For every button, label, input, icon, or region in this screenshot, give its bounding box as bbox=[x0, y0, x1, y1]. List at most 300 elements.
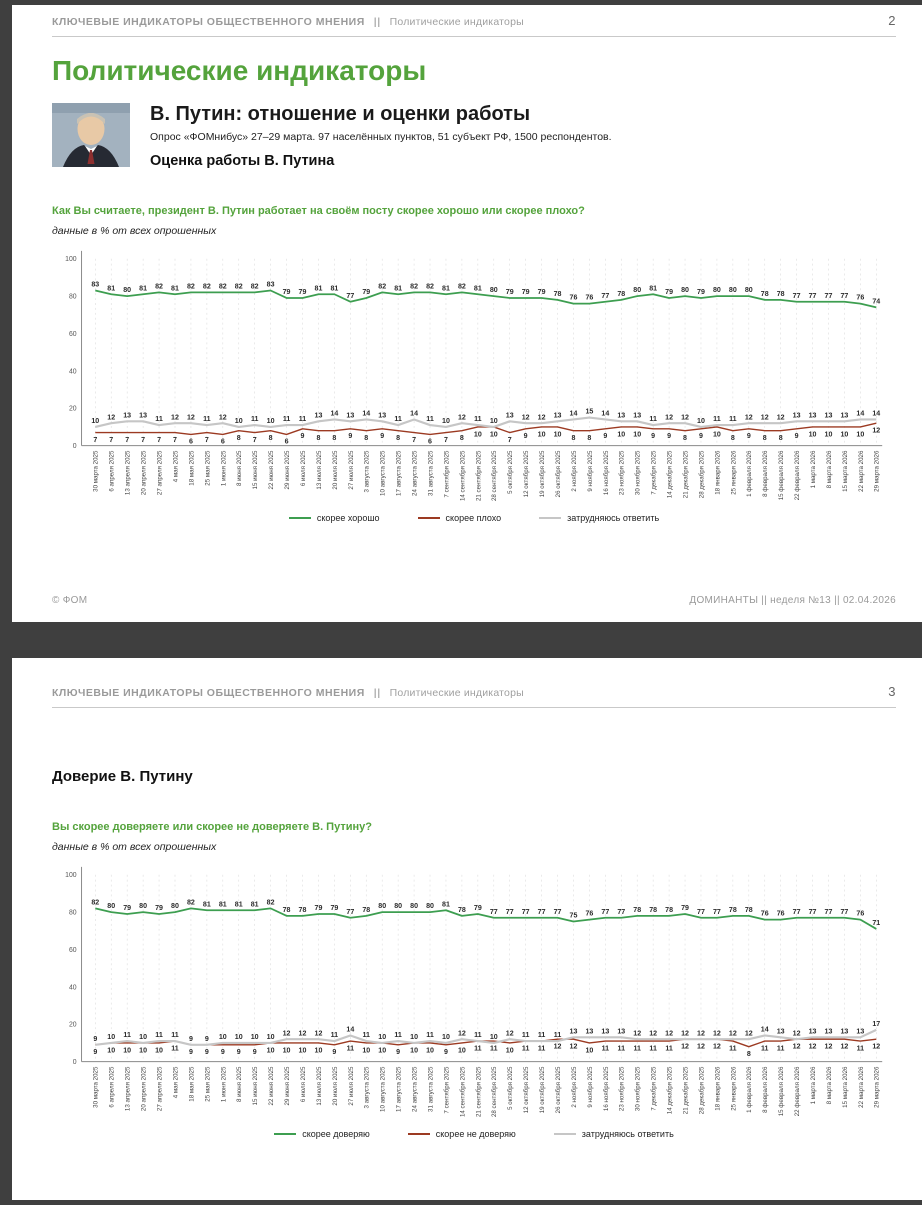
report-page-2 bbox=[12, 5, 922, 622]
svg-text:13: 13 bbox=[808, 1027, 817, 1036]
svg-text:8: 8 bbox=[268, 434, 273, 443]
svg-text:81: 81 bbox=[394, 284, 403, 293]
svg-text:77: 77 bbox=[697, 907, 705, 916]
svg-text:79: 79 bbox=[330, 904, 339, 913]
series-line-2 bbox=[95, 418, 876, 427]
svg-text:12: 12 bbox=[553, 1042, 562, 1051]
svg-text:11: 11 bbox=[729, 1044, 737, 1053]
svg-text:77: 77 bbox=[824, 907, 833, 916]
legend-swatch bbox=[539, 517, 561, 519]
svg-text:8: 8 bbox=[587, 434, 592, 443]
svg-text:7: 7 bbox=[125, 435, 130, 444]
svg-text:78: 78 bbox=[633, 905, 642, 914]
svg-text:22 марта 2026: 22 марта 2026 bbox=[857, 450, 865, 492]
value-labels bbox=[91, 281, 880, 446]
legend-item bbox=[289, 513, 380, 523]
svg-text:78: 78 bbox=[760, 289, 769, 298]
svg-text:81: 81 bbox=[218, 900, 227, 909]
legend-swatch bbox=[554, 1133, 576, 1135]
svg-text:12: 12 bbox=[521, 413, 530, 422]
svg-text:82: 82 bbox=[378, 282, 387, 291]
svg-text:10: 10 bbox=[155, 1046, 163, 1055]
svg-text:9: 9 bbox=[746, 432, 751, 441]
header-divider: || bbox=[373, 16, 381, 28]
svg-text:9 ноября 2025: 9 ноября 2025 bbox=[586, 1066, 594, 1108]
chart-section-title: Оценка работы В. Путина bbox=[150, 153, 335, 169]
svg-text:9: 9 bbox=[667, 432, 672, 441]
svg-text:11: 11 bbox=[729, 415, 737, 424]
svg-text:10: 10 bbox=[139, 1033, 148, 1042]
svg-text:1 июня 2025: 1 июня 2025 bbox=[220, 450, 228, 487]
svg-text:8: 8 bbox=[396, 434, 401, 443]
svg-text:7: 7 bbox=[412, 435, 417, 444]
legend-label: скорее не доверяю bbox=[435, 1128, 516, 1139]
svg-text:20: 20 bbox=[68, 405, 77, 413]
svg-text:10: 10 bbox=[442, 417, 450, 426]
svg-text:3 августа 2025: 3 августа 2025 bbox=[363, 450, 371, 493]
svg-text:2 ноября 2025: 2 ноября 2025 bbox=[570, 1066, 578, 1108]
svg-text:8 июня 2025: 8 июня 2025 bbox=[236, 450, 244, 487]
legend-item bbox=[274, 1129, 370, 1139]
svg-text:22 марта 2026: 22 марта 2026 bbox=[857, 1066, 865, 1108]
svg-text:17 августа 2025: 17 августа 2025 bbox=[395, 1066, 403, 1112]
svg-text:79: 79 bbox=[123, 904, 132, 913]
svg-text:12: 12 bbox=[808, 1042, 817, 1051]
svg-text:80: 80 bbox=[123, 286, 132, 295]
svg-text:9: 9 bbox=[332, 1048, 337, 1057]
svg-text:78: 78 bbox=[298, 905, 307, 914]
svg-text:15 февраля 2026: 15 февраля 2026 bbox=[778, 450, 786, 501]
svg-text:22 июня 2025: 22 июня 2025 bbox=[268, 1066, 276, 1106]
svg-text:11: 11 bbox=[474, 415, 482, 424]
svg-text:80: 80 bbox=[681, 286, 689, 295]
svg-text:9: 9 bbox=[603, 432, 608, 441]
svg-text:29 марта 2026: 29 марта 2026 bbox=[873, 450, 881, 492]
svg-text:8 февраля 2026: 8 февраля 2026 bbox=[762, 450, 770, 497]
svg-text:13: 13 bbox=[776, 1027, 785, 1036]
svg-text:1 февраля 2026: 1 февраля 2026 bbox=[746, 450, 754, 497]
svg-text:82: 82 bbox=[218, 282, 227, 291]
svg-text:80: 80 bbox=[171, 902, 179, 911]
svg-text:24 августа 2025: 24 августа 2025 bbox=[411, 450, 419, 496]
line-chart-svg bbox=[52, 243, 896, 511]
svg-text:13: 13 bbox=[840, 1027, 849, 1036]
svg-text:10: 10 bbox=[362, 1046, 371, 1055]
svg-text:78: 78 bbox=[665, 905, 674, 914]
svg-text:10: 10 bbox=[234, 1033, 243, 1042]
svg-text:14: 14 bbox=[330, 409, 339, 418]
svg-text:17: 17 bbox=[872, 1019, 881, 1028]
svg-text:11: 11 bbox=[171, 1044, 179, 1053]
svg-text:78: 78 bbox=[617, 289, 626, 298]
svg-text:77: 77 bbox=[505, 907, 514, 916]
svg-text:7: 7 bbox=[109, 435, 114, 444]
svg-text:12: 12 bbox=[457, 1029, 466, 1038]
svg-text:6 апреля 2025: 6 апреля 2025 bbox=[108, 1066, 116, 1108]
svg-text:10: 10 bbox=[91, 417, 100, 426]
svg-text:80: 80 bbox=[139, 902, 148, 911]
svg-text:12: 12 bbox=[760, 413, 769, 422]
svg-text:79: 79 bbox=[521, 288, 530, 297]
svg-text:10: 10 bbox=[633, 430, 642, 439]
chart-legend bbox=[52, 1129, 896, 1139]
svg-text:82: 82 bbox=[155, 282, 163, 291]
svg-text:9 ноября 2025: 9 ноября 2025 bbox=[586, 450, 594, 492]
legend-swatch bbox=[408, 1133, 430, 1135]
svg-text:9: 9 bbox=[380, 432, 385, 441]
svg-text:22 февраля 2026: 22 февраля 2026 bbox=[794, 450, 802, 501]
svg-text:10: 10 bbox=[107, 1046, 116, 1055]
page-number: 2 bbox=[888, 13, 896, 28]
svg-text:5 октября 2025: 5 октября 2025 bbox=[507, 450, 515, 494]
svg-text:9: 9 bbox=[236, 1048, 241, 1057]
svg-text:83: 83 bbox=[91, 280, 100, 289]
svg-text:11: 11 bbox=[521, 1031, 530, 1040]
svg-text:77: 77 bbox=[840, 907, 849, 916]
svg-text:20: 20 bbox=[68, 1021, 77, 1029]
svg-text:7: 7 bbox=[507, 435, 512, 444]
svg-text:8: 8 bbox=[778, 434, 783, 443]
svg-text:13: 13 bbox=[569, 1027, 578, 1036]
svg-text:12: 12 bbox=[314, 1029, 323, 1038]
approval-line-chart bbox=[52, 243, 896, 511]
svg-text:13: 13 bbox=[824, 411, 833, 420]
svg-text:75: 75 bbox=[569, 911, 578, 920]
svg-text:79: 79 bbox=[298, 288, 307, 297]
svg-text:77: 77 bbox=[346, 907, 355, 916]
series-line-0 bbox=[95, 291, 876, 308]
svg-text:77: 77 bbox=[824, 291, 833, 300]
svg-text:77: 77 bbox=[553, 907, 562, 916]
svg-text:7 декабря 2025: 7 декабря 2025 bbox=[650, 450, 658, 495]
svg-text:1 июня 2025: 1 июня 2025 bbox=[220, 1066, 228, 1103]
svg-text:9: 9 bbox=[300, 432, 305, 441]
svg-text:8: 8 bbox=[762, 434, 767, 443]
svg-text:78: 78 bbox=[457, 905, 466, 914]
svg-text:6: 6 bbox=[428, 437, 432, 446]
legend-label: скорее плохо bbox=[445, 512, 502, 523]
svg-text:18 мая 2025: 18 мая 2025 bbox=[188, 450, 196, 486]
svg-text:80: 80 bbox=[633, 286, 642, 295]
svg-text:9: 9 bbox=[188, 1048, 193, 1057]
svg-text:19 октября 2025: 19 октября 2025 bbox=[539, 1066, 547, 1114]
svg-text:71: 71 bbox=[872, 919, 881, 928]
svg-text:26 октября 2025: 26 октября 2025 bbox=[554, 450, 562, 498]
svg-text:81: 81 bbox=[139, 284, 148, 293]
svg-text:7: 7 bbox=[173, 435, 177, 444]
svg-text:11: 11 bbox=[665, 1044, 673, 1053]
svg-text:11: 11 bbox=[856, 1044, 865, 1053]
svg-text:11: 11 bbox=[760, 1044, 769, 1053]
legend-item bbox=[539, 513, 659, 523]
svg-text:10: 10 bbox=[824, 430, 833, 439]
svg-text:8: 8 bbox=[316, 434, 321, 443]
svg-text:82: 82 bbox=[202, 282, 211, 291]
svg-text:12: 12 bbox=[681, 1029, 689, 1038]
svg-text:0: 0 bbox=[72, 443, 77, 451]
svg-text:13: 13 bbox=[808, 411, 817, 420]
header-divider: || bbox=[373, 687, 381, 699]
svg-text:10: 10 bbox=[617, 430, 626, 439]
svg-text:10: 10 bbox=[489, 430, 498, 439]
svg-text:77: 77 bbox=[792, 291, 801, 300]
svg-text:76: 76 bbox=[856, 909, 865, 918]
svg-text:9: 9 bbox=[220, 1048, 225, 1057]
svg-text:17 августа 2025: 17 августа 2025 bbox=[395, 450, 403, 496]
svg-text:15 марта 2026: 15 марта 2026 bbox=[841, 450, 849, 492]
svg-text:13 июля 2025: 13 июля 2025 bbox=[315, 1066, 323, 1106]
svg-text:78: 78 bbox=[649, 905, 658, 914]
svg-text:81: 81 bbox=[442, 284, 450, 293]
svg-text:79: 79 bbox=[681, 904, 689, 913]
svg-text:14: 14 bbox=[362, 409, 371, 418]
svg-text:60: 60 bbox=[68, 946, 77, 954]
svg-text:13: 13 bbox=[792, 411, 801, 420]
svg-text:79: 79 bbox=[314, 904, 323, 913]
svg-text:11: 11 bbox=[330, 1031, 339, 1040]
svg-text:12: 12 bbox=[186, 413, 195, 422]
svg-text:11: 11 bbox=[394, 415, 402, 424]
page-header bbox=[52, 684, 896, 708]
svg-text:10: 10 bbox=[378, 1033, 387, 1042]
svg-text:77: 77 bbox=[521, 907, 530, 916]
svg-text:27 апреля 2025: 27 апреля 2025 bbox=[156, 1066, 164, 1112]
svg-text:14: 14 bbox=[601, 409, 610, 418]
svg-text:10: 10 bbox=[585, 1046, 594, 1055]
svg-text:30 марта 2025: 30 марта 2025 bbox=[92, 450, 100, 492]
page-separator bbox=[0, 622, 922, 658]
svg-text:5 октября 2025: 5 октября 2025 bbox=[507, 1066, 515, 1110]
svg-text:10: 10 bbox=[218, 1033, 227, 1042]
svg-text:8 марта 2026: 8 марта 2026 bbox=[825, 1066, 833, 1105]
svg-text:12: 12 bbox=[776, 413, 785, 422]
svg-text:11: 11 bbox=[649, 415, 657, 424]
svg-text:10: 10 bbox=[808, 430, 817, 439]
svg-text:11: 11 bbox=[537, 1044, 546, 1053]
svg-text:77: 77 bbox=[712, 907, 721, 916]
svg-text:13 июля 2025: 13 июля 2025 bbox=[315, 450, 323, 490]
svg-text:13: 13 bbox=[505, 411, 514, 420]
svg-text:6 апреля 2025: 6 апреля 2025 bbox=[108, 450, 116, 492]
svg-text:79: 79 bbox=[697, 288, 705, 297]
svg-text:12: 12 bbox=[697, 1029, 705, 1038]
svg-text:10: 10 bbox=[697, 417, 705, 426]
svg-text:22 июня 2025: 22 июня 2025 bbox=[268, 450, 276, 490]
svg-text:24 августа 2025: 24 августа 2025 bbox=[411, 1066, 419, 1112]
svg-text:12: 12 bbox=[649, 1029, 658, 1038]
svg-text:81: 81 bbox=[202, 900, 211, 909]
svg-text:76: 76 bbox=[585, 909, 594, 918]
svg-text:27 апреля 2025: 27 апреля 2025 bbox=[156, 450, 164, 496]
svg-text:9: 9 bbox=[699, 432, 703, 441]
svg-text:10: 10 bbox=[139, 1046, 148, 1055]
svg-text:12: 12 bbox=[792, 1029, 801, 1038]
svg-text:10: 10 bbox=[266, 417, 275, 426]
svg-text:12: 12 bbox=[298, 1029, 307, 1038]
svg-text:9: 9 bbox=[443, 1048, 448, 1057]
svg-text:80: 80 bbox=[68, 293, 77, 301]
svg-text:6: 6 bbox=[188, 437, 193, 446]
svg-text:11: 11 bbox=[155, 1031, 163, 1040]
svg-text:13: 13 bbox=[601, 1027, 610, 1036]
svg-text:21 сентября 2025: 21 сентября 2025 bbox=[475, 450, 483, 502]
svg-text:82: 82 bbox=[457, 282, 466, 291]
svg-text:11: 11 bbox=[155, 415, 163, 424]
trust-line-chart bbox=[52, 859, 896, 1127]
svg-text:13: 13 bbox=[856, 1027, 865, 1036]
svg-text:11: 11 bbox=[490, 1044, 498, 1053]
svg-text:81: 81 bbox=[171, 284, 179, 293]
svg-text:20 июля 2025: 20 июля 2025 bbox=[331, 450, 339, 490]
header-title: КЛЮЧЕВЫЕ ИНДИКАТОРЫ ОБЩЕСТВЕННОГО МНЕНИЯ bbox=[52, 687, 365, 699]
svg-text:77: 77 bbox=[808, 907, 817, 916]
svg-text:3 августа 2025: 3 августа 2025 bbox=[363, 1066, 371, 1109]
chart-section-title: Доверие В. Путину bbox=[52, 768, 193, 785]
svg-text:6: 6 bbox=[220, 437, 225, 446]
chart-legend bbox=[52, 513, 896, 523]
svg-text:13: 13 bbox=[553, 411, 562, 420]
page-header bbox=[52, 13, 896, 37]
svg-text:11: 11 bbox=[426, 1031, 434, 1040]
svg-text:30 марта 2025: 30 марта 2025 bbox=[92, 1066, 100, 1108]
x-axis-labels bbox=[93, 1066, 881, 1117]
svg-text:82: 82 bbox=[186, 898, 195, 907]
svg-text:7 сентября 2025: 7 сентября 2025 bbox=[443, 450, 451, 498]
svg-text:11: 11 bbox=[394, 1031, 402, 1040]
svg-text:18 мая 2025: 18 мая 2025 bbox=[188, 1066, 196, 1102]
svg-text:12: 12 bbox=[633, 1029, 642, 1038]
svg-text:77: 77 bbox=[617, 907, 626, 916]
svg-text:14 сентября 2025: 14 сентября 2025 bbox=[459, 1066, 467, 1118]
svg-text:8: 8 bbox=[364, 434, 369, 443]
svg-text:79: 79 bbox=[537, 288, 546, 297]
svg-text:15 июня 2025: 15 июня 2025 bbox=[252, 1066, 260, 1106]
svg-text:78: 78 bbox=[776, 289, 785, 298]
svg-text:80: 80 bbox=[728, 286, 737, 295]
survey-details: Опрос «ФОМнибус» 27–29 марта. 97 населённых пунктов, 51 субъект РФ, 1500 респондентов. bbox=[150, 131, 612, 143]
svg-text:13: 13 bbox=[840, 411, 849, 420]
svg-text:9: 9 bbox=[396, 1048, 401, 1057]
svg-text:12: 12 bbox=[712, 1042, 721, 1051]
svg-text:1 марта 2026: 1 марта 2026 bbox=[810, 1066, 818, 1105]
svg-text:11: 11 bbox=[474, 1031, 482, 1040]
svg-text:10: 10 bbox=[107, 1033, 116, 1042]
svg-text:80: 80 bbox=[489, 286, 498, 295]
svg-text:9: 9 bbox=[651, 432, 656, 441]
putin-photo bbox=[52, 103, 130, 167]
svg-text:9: 9 bbox=[204, 1048, 209, 1057]
svg-text:27 июля 2025: 27 июля 2025 bbox=[347, 450, 355, 490]
svg-text:11: 11 bbox=[713, 415, 721, 424]
svg-text:100: 100 bbox=[65, 256, 77, 264]
svg-text:9: 9 bbox=[348, 432, 353, 441]
svg-text:25 мая 2025: 25 мая 2025 bbox=[204, 450, 212, 486]
header-section: Политические индикаторы bbox=[389, 16, 524, 28]
svg-text:76: 76 bbox=[760, 909, 769, 918]
svg-text:10: 10 bbox=[489, 1033, 498, 1042]
svg-text:77: 77 bbox=[537, 907, 546, 916]
svg-text:21 сентября 2025: 21 сентября 2025 bbox=[475, 1066, 483, 1118]
svg-text:10: 10 bbox=[266, 1033, 275, 1042]
svg-text:21 декабря 2025: 21 декабря 2025 bbox=[682, 1066, 690, 1115]
svg-text:60: 60 bbox=[68, 330, 77, 338]
data-note: данные в % от всех опрошенных bbox=[52, 225, 217, 237]
svg-text:10: 10 bbox=[537, 430, 546, 439]
svg-text:6: 6 bbox=[284, 437, 289, 446]
svg-text:13: 13 bbox=[123, 411, 132, 420]
svg-text:10: 10 bbox=[712, 430, 721, 439]
svg-text:12: 12 bbox=[457, 413, 466, 422]
svg-text:6 июля 2025: 6 июля 2025 bbox=[299, 1066, 307, 1103]
svg-text:10: 10 bbox=[457, 1046, 466, 1055]
svg-text:10 августа 2025: 10 августа 2025 bbox=[379, 1066, 387, 1112]
svg-text:81: 81 bbox=[107, 284, 116, 293]
svg-text:14: 14 bbox=[856, 409, 865, 418]
svg-text:8: 8 bbox=[683, 434, 688, 443]
svg-text:10: 10 bbox=[378, 1046, 387, 1055]
svg-text:13: 13 bbox=[314, 411, 323, 420]
svg-text:13: 13 bbox=[139, 411, 148, 420]
svg-text:10: 10 bbox=[123, 1046, 132, 1055]
svg-text:8: 8 bbox=[236, 434, 241, 443]
svg-text:9: 9 bbox=[93, 1048, 98, 1057]
svg-text:12: 12 bbox=[697, 1042, 705, 1051]
svg-text:80: 80 bbox=[68, 909, 77, 917]
svg-text:13: 13 bbox=[585, 1027, 594, 1036]
article-header bbox=[52, 103, 896, 169]
svg-text:11: 11 bbox=[521, 1044, 530, 1053]
svg-text:79: 79 bbox=[665, 288, 674, 297]
svg-text:7: 7 bbox=[157, 435, 162, 444]
svg-text:13: 13 bbox=[617, 1027, 626, 1036]
svg-text:80: 80 bbox=[394, 902, 403, 911]
svg-text:25 января 2026: 25 января 2026 bbox=[730, 450, 738, 495]
svg-text:78: 78 bbox=[728, 905, 737, 914]
svg-text:77: 77 bbox=[792, 907, 801, 916]
article-title: В. Путин: отношение и оценки работы bbox=[150, 103, 531, 125]
svg-text:76: 76 bbox=[569, 293, 578, 302]
svg-text:14: 14 bbox=[346, 1025, 355, 1034]
page-footer bbox=[52, 595, 896, 622]
svg-text:81: 81 bbox=[250, 900, 259, 909]
svg-text:9: 9 bbox=[523, 432, 528, 441]
svg-text:82: 82 bbox=[91, 898, 100, 907]
svg-text:23 ноября 2025: 23 ноября 2025 bbox=[618, 1066, 626, 1112]
svg-text:13: 13 bbox=[378, 411, 387, 420]
legend-label: скорее хорошо bbox=[316, 512, 380, 523]
svg-text:80: 80 bbox=[744, 286, 753, 295]
svg-text:12: 12 bbox=[505, 1029, 514, 1038]
svg-text:12: 12 bbox=[171, 413, 179, 422]
svg-text:7 декабря 2025: 7 декабря 2025 bbox=[650, 1066, 658, 1111]
svg-text:28 декабря 2025: 28 декабря 2025 bbox=[698, 1066, 706, 1115]
copyright: © ФОМ bbox=[52, 595, 88, 606]
svg-text:8: 8 bbox=[459, 434, 464, 443]
svg-text:12: 12 bbox=[872, 1042, 881, 1051]
svg-text:12: 12 bbox=[792, 1042, 801, 1051]
svg-text:81: 81 bbox=[649, 284, 658, 293]
svg-text:12: 12 bbox=[681, 1042, 689, 1051]
svg-text:11: 11 bbox=[633, 1044, 641, 1053]
svg-text:9: 9 bbox=[93, 1034, 98, 1043]
svg-text:79: 79 bbox=[155, 904, 163, 913]
legend-label: затрудняюсь ответить bbox=[567, 512, 660, 523]
svg-text:20 апреля 2025: 20 апреля 2025 bbox=[140, 1066, 148, 1112]
page-number: 3 bbox=[888, 684, 896, 699]
svg-text:79: 79 bbox=[473, 904, 482, 913]
svg-text:20 июля 2025: 20 июля 2025 bbox=[331, 1066, 339, 1106]
data-note: данные в % от всех опрошенных bbox=[52, 841, 217, 853]
